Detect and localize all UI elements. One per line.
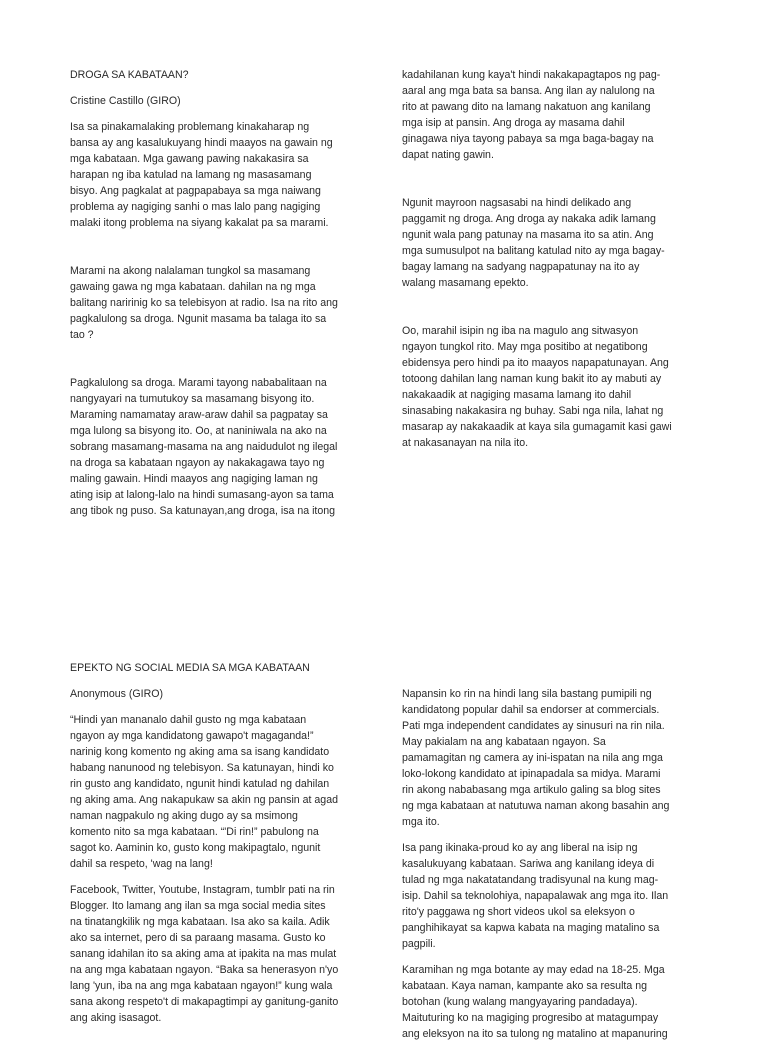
- article-2-column-right: [402, 686, 702, 1042]
- paragraph: Isa sa pinakamalaking problemang kinakaharap ng bansa ay ang kasalukuyang hindi maayos na gawain ng mga kabataan. Mga gawang pawing nakakasira sa harapan ng iba katulad na lamang ng masasamang bisyo. Ang pagkalat at pagpapabaya sa mga naiwang problema ay nagiging sanhi o mas lalo pang nagiging malaki itong problema na siyang kakalat pa sa marami.: [70, 121, 333, 229]
- article-title: EPEKTO NG SOCIAL MEDIA SA MGA KABATAAN: [70, 662, 310, 674]
- paragraph: Oo, marahil isipin ng iba na magulo ang sitwasyon ngayon tungkol rito. May mga positibo at negatibong ebidensya pero hindi pa ito maayos napapatunayan. Ang totoong dahilan lang naman kung bakit ito ay mabuti ay nakakaadik at nagiging masama lamang ito dahil sinasabing nakakasira ng buhay. Sabi nga nila, lahat ng masarap ay nakakaadik at kaya sila gumagamit kasi gawi at nakasanayan na nila ito.: [402, 325, 672, 449]
- paragraph: Pagkalulong sa droga. Marami tayong nababalitaan na nangyayari na tumutukoy sa masamang bisyong ito. Maraming namamatay araw-araw dahil sa pagpatay sa mga lulong sa bisyong ito. Oo, at naniniwala na ako na sobrang masamang-masama na ang naidudulot ng ilegal na droga sa kabataan ngayon ay nakakagawa tayo ng maling gawain. Hindi maayos ang nagiging laman ng ating isip at lalong-lalo na hindi sumasang-ayon sa tama ang tibok ng puso. Sa katunayan,ang droga, isa na itong: [70, 377, 338, 517]
- article-2-column-left: [70, 660, 370, 1026]
- paragraph: Isa pang ikinaka-proud ko ay ang liberal na isip ng kasalukuyang kabataan. Sariwa ang kanilang ideya di tulad ng mga nakatatandang tradisyunal na kung mag- isip. Dahil sa teknolohiya, napapalawak ang mga ito. Ilan rito'y paggawa ng short videos ukol sa eleksyon o panghihikayat sa kapwa kabata na maging matalino sa pagpili.: [402, 842, 669, 950]
- paragraph: Facebook, Twitter, Youtube, Instagram, tumblr pati na rin Blogger. Ito lamang ang ilan sa mga social media sites na tinatangkilik ng mga kabataan. Isa ako sa kaila. Adik ako sa internet, pero di sa paraang masama. Gusto ko sanang idahilan ito sa aking ama at ipakita na mas mulat na ang mga kabataan ngayon. “Baka sa henerasyon n'yo lang 'yun, iba na ang mga kabataan ngayon!” kung wala sana akong respeto't di makapagtimpi ay ganitung-ganito ang aking isasagot.: [70, 884, 339, 1024]
- paragraph: Karamihan ng mga botante ay may edad na 18-25. Mga kabataan. Kaya naman, kampante ako sa resulta ng botohan (kung walang mangyayaring pandadaya). Maituturing ko na magiging progresibo at matagumpay ang eleksyon na ito sa tulong ng matalino at mapanuring: [402, 964, 668, 1040]
- article-title: DROGA SA KABATAAN?: [70, 69, 189, 81]
- paragraph: Napansin ko rin na hindi lang sila bastang pumipili ng kandidatong popular dahil sa endorser at commercials. Pati mga independent candidates ay sinusuri na rin nila. May pakialam na ang kabataan ngayon. Sa pamamagitan ng camera ay ini-ispatan na nila ang mga loko-lokong kandidato at ipinapadala sa midya. Marami rin akong nababasang mga artikulo galing sa blog sites ng mga kabataan at natutuwa naman akong basahin ang mga ito.: [402, 688, 670, 828]
- article-byline: Cristine Castillo (GIRO): [70, 95, 181, 107]
- paragraph: Ngunit mayroon nagsasabi na hindi delikado ang paggamit ng droga. Ang droga ay nakaka adik lamang ngunit wala pang patunay na masama ito sa atin. Ang mga sumusulpot na balitang katulad nito ay mga bagay- bagay lamang na sadyang nagpapatunay na ito ay walang masamang epekto.: [402, 197, 665, 289]
- paragraph: Marami na akong nalalaman tungkol sa masamang gawaing gawa ng mga kabataan. dahilan na ng mga balitang naririnig ko sa telebisyon at radio. Isa na rito ang pagkalulong sa droga. Ngunit masama ba talaga ito sa tao ?: [70, 265, 338, 341]
- article-1-column-right: [402, 67, 702, 451]
- article-byline: Anonymous (GIRO): [70, 688, 164, 700]
- paragraph: “Hindi yan mananalo dahil gusto ng mga kabataan ngayon ay mga kandidatong gawapo't magaganda!” narinig kong komento ng aking ama sa isang kandidato habang nanunood ng telebisyon. Sa katunayan, hindi ko rin gusto ang kandidato, ngunit hindi katulad ng dahilan ng aking ama. Ang nakapukaw sa akin ng pansin at agad naman nagpakulo ng aking dugo ay sa msimong komento nito sa mga kabataan. “'Di rin!” pabulong na sagot ko. Aaminin ko, gusto kong makipagtalo, ngunit dahil sa respeto, 'wag na lang!: [70, 714, 338, 870]
- paragraph: kadahilanan kung kaya't hindi nakakapagtapos ng pag- aaral ang mga bata sa bansa. Ang ilan ay nalulong na rito at pawang dito na lamang nakatuon ang kanilang mga isip at pansin. Ang droga ay masama dahil ginagawa niya tayong pabaya sa mga baga-bagay na dapat nating gawin.: [402, 69, 661, 161]
- article-1-column-left: [70, 67, 370, 519]
